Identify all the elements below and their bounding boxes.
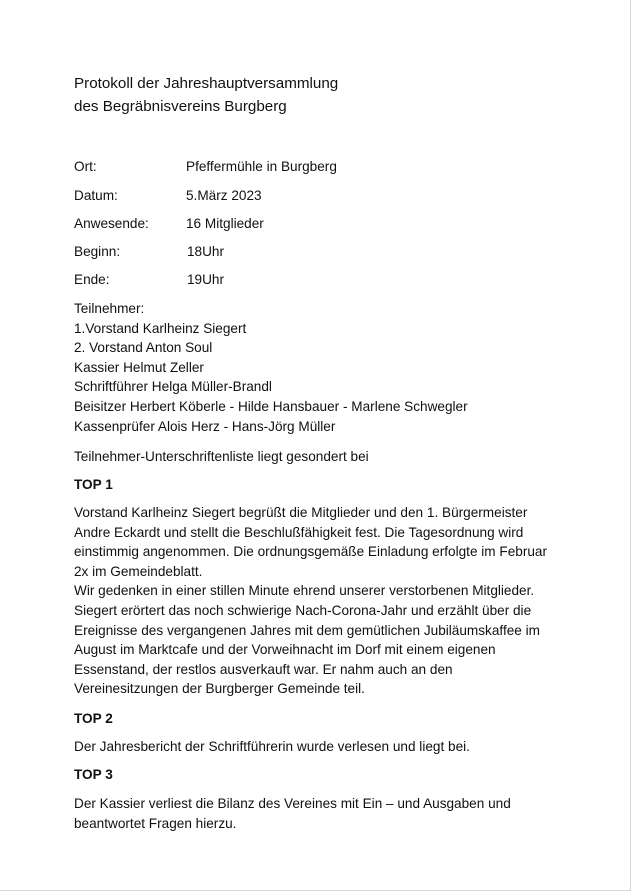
participants-section	[74, 299, 468, 436]
top1-line: Essenstand, der restlos ausverkauft war. Er nahm auch an den	[74, 661, 453, 677]
top3-text	[74, 794, 511, 833]
meta-label-ort: Ort:	[74, 159, 97, 174]
meta-label-datum: Datum:	[74, 188, 118, 203]
meta-value-ende: 19Uhr	[187, 272, 225, 287]
top2-text: Der Jahresbericht der Schriftführerin wurde verlesen und liegt bei.	[74, 739, 470, 754]
participant-line: Beisitzer Herbert Köberle - Hilde Hansbauer - Marlene Schwegler	[74, 398, 468, 414]
top1-line: Ereignisse des vergangenen Jahres mit dem gemütlichen Jubiläumskaffee im	[74, 622, 540, 638]
meta-value-anwesende: 16 Mitglieder	[186, 216, 264, 231]
top1-line: August im Marktcafe und der Vorweihnacht im Dorf mit einem eigenen	[74, 642, 496, 658]
meta-value-ort: Pfeffermühle in Burgberg	[186, 159, 337, 174]
document-title-line2: des Begräbnisvereins Burgberg	[74, 98, 287, 115]
participants-heading: Teilnehmer:	[74, 301, 145, 316]
top1-line: Wir gedenken in einer stillen Minute ehrend unserer verstorbenen Mitglieder.	[74, 583, 535, 599]
participant-line: Kassenprüfer Alois Herz - Hans-Jörg Müller	[74, 418, 336, 434]
meta-label-ende: Ende:	[74, 272, 110, 287]
participant-line: 2. Vorstand Anton Soul	[74, 340, 213, 356]
top1-line: Vorstand Karlheinz Siegert begrüßt die Mitglieder und den 1. Bürgermeister	[74, 505, 528, 520]
top3-line: beantwortet Fragen hierzu.	[74, 815, 237, 831]
top1-line: 2x im Gemeindeblatt.	[74, 563, 203, 579]
top3-line: Der Kassier verliest die Bilanz des Vereines mit Ein – und Ausgaben und	[74, 796, 511, 811]
top1-line: einstimmig angenommen. Die ordnungsgemäße Einladung erfolgte im Februar	[74, 544, 548, 560]
top1-line: Vereinesitzungen der Burgberger Gemeinde teil.	[74, 681, 365, 697]
meta-value-beginn: 18Uhr	[187, 244, 225, 259]
meta-label-anwesende: Anwesende:	[74, 216, 149, 231]
top1-line: Andre Eckardt und stellt die Beschlußfähigkeit fest. Die Tagesordnung wird	[74, 524, 524, 540]
meta-value-datum: 5.März 2023	[186, 188, 262, 203]
signature-note: Teilnehmer-Unterschriftenliste liegt gesondert bei	[74, 449, 369, 464]
top3-heading: TOP 3	[74, 767, 113, 782]
participant-line: Schriftführer Helga Müller-Brandl	[74, 379, 272, 395]
participant-line: Kassier Helmut Zeller	[74, 359, 204, 375]
top1-text	[74, 503, 547, 699]
document-title-line1: Protokoll der Jahreshauptversammlung	[74, 75, 339, 92]
meta-label-beginn: Beginn:	[74, 244, 121, 259]
participant-line: 1.Vorstand Karlheinz Siegert	[74, 320, 247, 336]
top2-heading: TOP 2	[74, 711, 113, 726]
top1-heading: TOP 1	[74, 477, 113, 492]
top1-line: Siegert erörtert das noch schwierige Nach-Corona-Jahr und erzählt über die	[74, 602, 532, 618]
